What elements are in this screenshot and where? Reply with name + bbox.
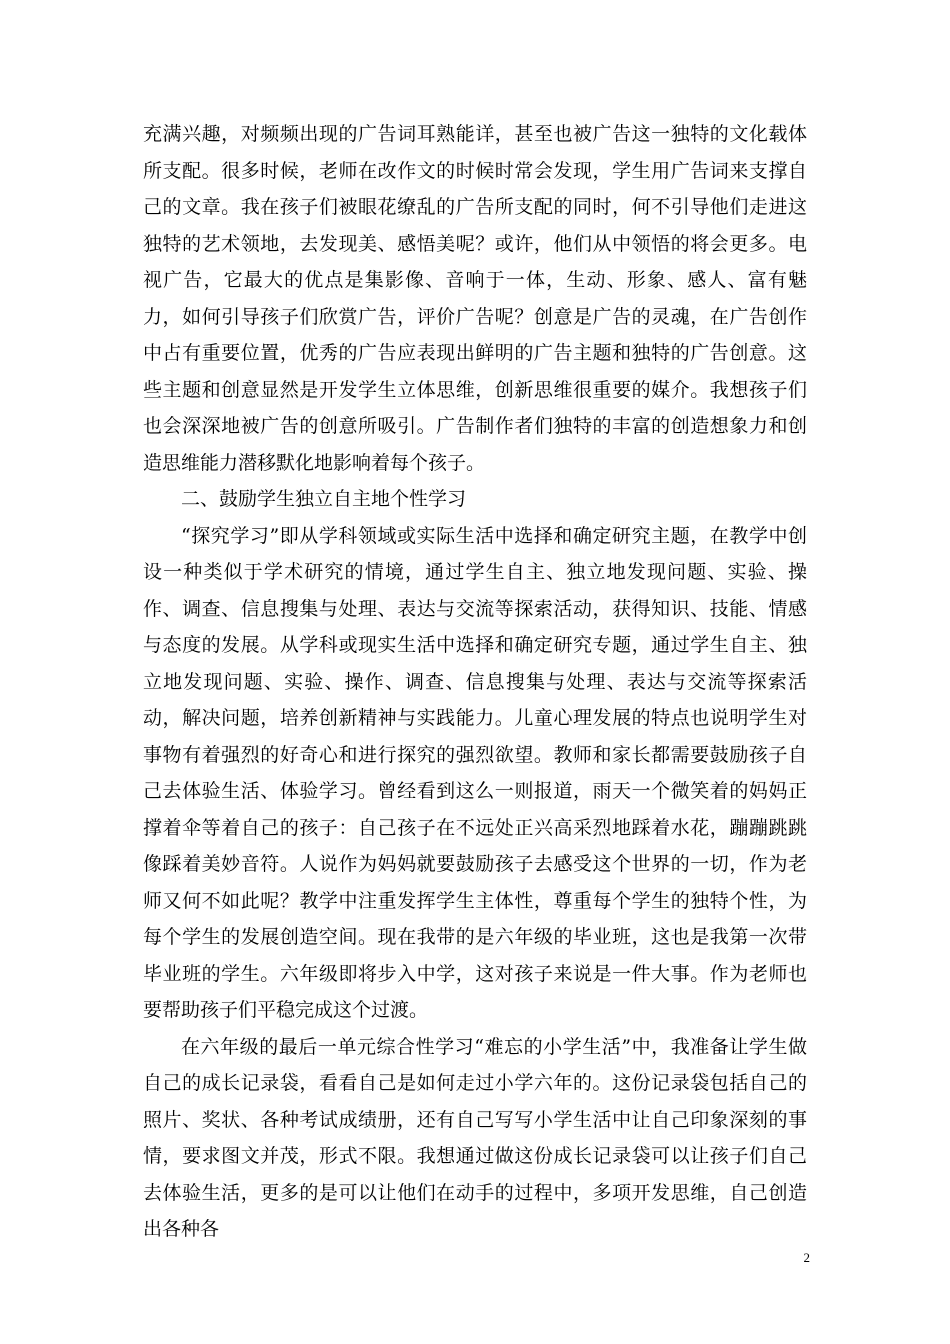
page-number: 2 [803, 1250, 810, 1265]
section-heading: 二、鼓励学生独立自主地个性学习 [181, 488, 467, 510]
document-body [143, 116, 807, 1248]
paragraph-continuation: 充满兴趣，对频频出现的广告词耳熟能详，甚至也被广告这一独特的文化载体所支配。很多时候，老师在改作文的时候时常会发现，学生用广告词来支撑自己的文章。我在孩子们被眼花缭乱的广告所支配的同时，何不引导他们走进这独特的艺术领地，去发现美、感悟美呢？或许，他们从中领悟的将会更多。电视广告，它最大的优点是集影像、音响于一体，生动、形象、感人、富有魅力，如何引导孩子们欣赏广告，评价广告呢？创意是广告的灵魂，在广告创作中占有重要位置，优秀的广告应表现出鲜明的广告主题和独特的广告创意。这些主题和创意显然是开发学生立体思维，创新思维很重要的媒介。我想孩子们也会深深地被广告的创意所吸引。广告制作者们独特的丰富的创造想象力和创造思维能力潜移默化地影响着每个孩子。 [143, 123, 807, 474]
paragraph-inquiry-learning: “探究学习”即从学科领域或实际生活中选择和确定研究主题，在教学中创设一种类似于学术研究的情境，通过学生自主、独立地发现问题、实验、操作、调查、信息搜集与处理、表达与交流等探索活动，获得知识、技能、情感与态度的发展。从学科或现实生活中选择和确定研究专题，通过学生自主、独立地发现问题、实验、操作、调查、信息搜集与处理、表达与交流等探索活动，解决问题，培养创新精神与实践能力。儿童心理发展的特点也说明学生对事物有着强烈的好奇心和进行探究的强烈欲望。教师和家长都需要鼓励孩子自己去体验生活、体验学习。曾经看到这么一则报道，雨天一个微笑着的妈妈正撑着伞等着自己的孩子：自己孩子在不远处正兴高采烈地踩着水花，蹦蹦跳跳像踩着美妙音符。人说作为妈妈就要鼓励孩子去感受这个世界的一切，作为老师又何不如此呢？教学中注重发挥学生主体性，尊重每个学生的独特个性，为每个学生的发展创造空间。现在我带的是六年级的毕业班，这也是我第一次带毕业班的学生。六年级即将步入中学，这对孩子来说是一件大事。作为老师也要帮助孩子们平稳完成这个过渡。 [143, 524, 807, 1021]
paragraph-growth-record: 在六年级的最后一单元综合性学习“难忘的小学生活”中，我准备让学生做自己的成长记录袋，看看自己是如何走过小学六年的。这份记录袋包括自己的照片、奖状、各种考试成绩册，还有自己写写小学生活中让自己印象深刻的事情，要求图文并茂，形式不限。我想通过做这份成长记录袋可以让孩子们自己去体验生活，更多的是可以让他们在动手的过程中，多项开发思维，自己创造出各种各 [143, 1035, 807, 1240]
